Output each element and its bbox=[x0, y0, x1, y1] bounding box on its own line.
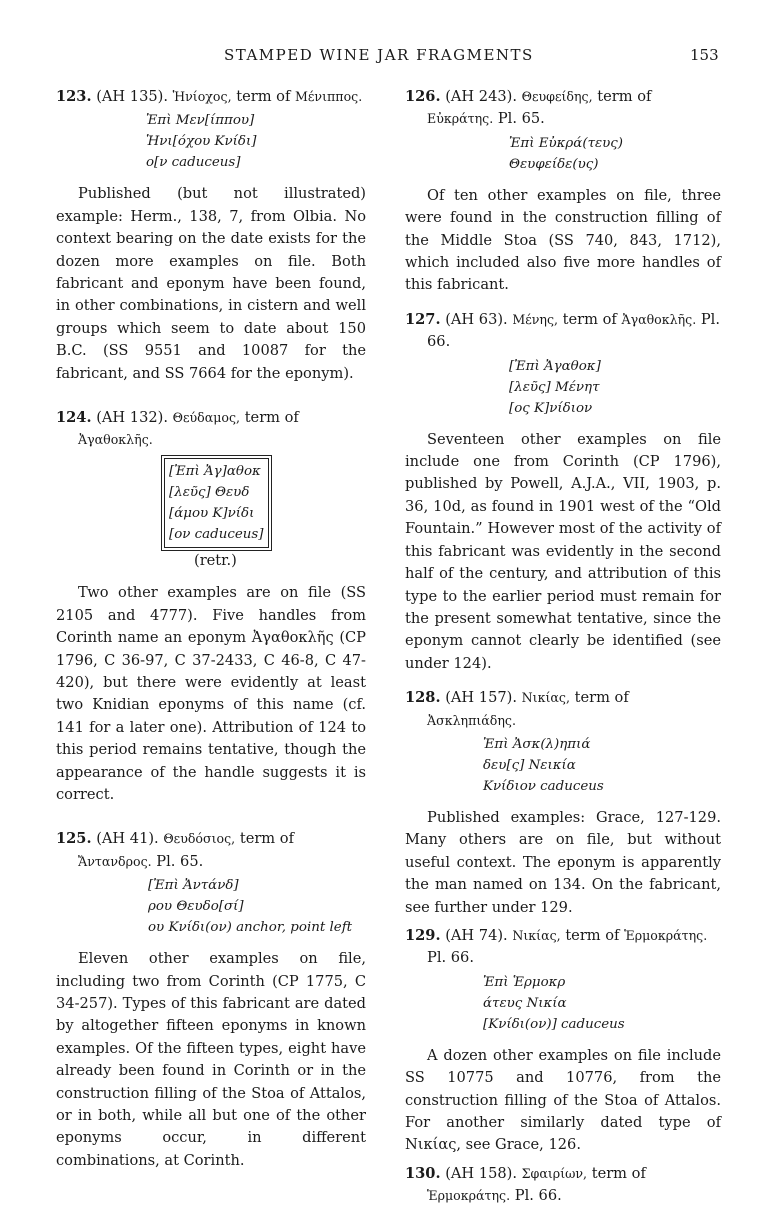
stamp-inscription bbox=[509, 133, 721, 175]
entry-heading bbox=[405, 86, 721, 131]
entry-130 bbox=[405, 1163, 721, 1208]
entry-124 bbox=[56, 407, 366, 806]
entry-heading bbox=[405, 309, 721, 354]
boxed-stamp bbox=[164, 458, 269, 548]
entry-heading bbox=[56, 86, 366, 108]
retrograde-note: (retr.) bbox=[194, 551, 237, 569]
term-label: term of bbox=[239, 830, 294, 848]
entry-number: 130. bbox=[405, 1164, 441, 1182]
entry-ref: (AH 74). bbox=[445, 926, 508, 944]
entry-126 bbox=[405, 86, 721, 297]
term-label: term of bbox=[597, 88, 652, 105]
entry-ref: (AH 63). bbox=[445, 310, 508, 328]
stamp-line: Θευφείδε(υς) bbox=[509, 156, 599, 172]
entry-text: Of ten other examples on file, three were found in the construction filling of the Middle Stoa (SS 740, 843, 1712), which included also five more handles of this fabricant. bbox=[405, 186, 721, 294]
fabricant-name: Ἡνίοχος, bbox=[172, 89, 232, 104]
fabricant-name: Νικίας, bbox=[512, 927, 561, 943]
eponym-name: Ἑρμοκράτης. bbox=[624, 927, 708, 943]
entry-heading bbox=[405, 925, 721, 970]
right-column bbox=[405, 86, 721, 1208]
entry-ref: (AH 132). bbox=[96, 409, 168, 427]
entry-number: 126. bbox=[405, 88, 441, 105]
stamp-line: [Ἐπὶ Ἀντάνδ] bbox=[148, 878, 239, 894]
stamp-line: [λεῦς] Μένητ bbox=[509, 379, 600, 395]
plate-ref: Pl. 66. bbox=[427, 310, 720, 351]
stamp-line: [άμου Κ]νίδι bbox=[169, 505, 255, 521]
entry-ref: (AH 157). bbox=[445, 689, 517, 707]
stamp-line: άτευς Νικία bbox=[483, 995, 567, 1011]
stamp-line: [Ἐπὶ Ἀγαθοκ] bbox=[509, 358, 601, 374]
stamp-inscription bbox=[483, 734, 721, 797]
term-label: term of bbox=[591, 1164, 646, 1182]
stamp-inscription bbox=[148, 875, 366, 938]
entry-number: 123. bbox=[56, 88, 92, 105]
entry-123 bbox=[56, 86, 366, 385]
stamp-inscription bbox=[509, 356, 721, 419]
entry-text: Eleven other examples on file, including two from Corinth (CP 1775, C 34-257). Types of this fabricant are dated by altogether fifteen eponyms in known examples. Of the fifteen types, eight have already been found in Corinth or in the construction filling of the Stoa of Attalos, or in both, while all but one of the other eponyms occur, in different combinations, at Corinth. bbox=[56, 950, 366, 1169]
entry-heading bbox=[56, 828, 366, 873]
stamp-line: Ἐπὶ Ἑρμοκρ bbox=[483, 974, 566, 990]
running-head: STAMPED WINE JAR FRAGMENTS bbox=[224, 46, 534, 64]
fabricant-name: Θευδόσιος, bbox=[163, 831, 236, 847]
eponym-name: Ἀσκληπιάδης. bbox=[427, 712, 516, 728]
entry-text: Seventeen other examples on file include one from Corinth (CP 1796), published by Powell, A.J.A., VII, 1903, p. 36, 10d, as found in 1901 west of the “Old Fountain.” However most of the activity of this fabricant was evidently in the second half of the century, and attribution of this type to the earlier period must remain for the present somewhat tentative, since the eponym cannot clearly be identified (see under 124). bbox=[405, 430, 721, 672]
page-number: 153 bbox=[690, 46, 719, 64]
entry-number: 128. bbox=[405, 689, 441, 707]
entry-ref: (AH 41). bbox=[96, 830, 159, 848]
entry-ref: (AH 243). bbox=[445, 88, 517, 105]
entry-ref: (AH 135). bbox=[96, 88, 168, 105]
stamp-inscription bbox=[146, 110, 366, 173]
entry-text: Published examples: Grace, 127-129. Many others are on file, but without useful context. The eponym is apparently the man named on 134. On the fabricant, see further under 129. bbox=[405, 808, 721, 916]
entry-128 bbox=[405, 687, 721, 919]
left-column bbox=[56, 86, 366, 1172]
entry-127 bbox=[405, 309, 721, 675]
plate-ref: Pl. 66. bbox=[514, 1187, 562, 1205]
entry-heading bbox=[405, 687, 721, 732]
stamp-line: Ἐπὶ Εὐκρά(τευς) bbox=[509, 135, 624, 151]
plate-ref: Pl. 65. bbox=[497, 110, 545, 128]
stamp-line: Ἐπὶ Ἀσκ(λ)ηπιά bbox=[483, 736, 591, 752]
stamp-line: [ον caduceus] bbox=[169, 526, 264, 542]
fabricant-name: Θευφείδης, bbox=[521, 89, 593, 104]
entry-heading bbox=[56, 407, 366, 452]
term-label: term of bbox=[565, 926, 620, 944]
eponym-name: Ἑρμοκράτης. bbox=[427, 1188, 511, 1204]
entry-number: 129. bbox=[405, 926, 441, 944]
term-label: term of bbox=[574, 689, 629, 707]
entry-number: 124. bbox=[56, 409, 92, 427]
term-label: term of bbox=[244, 409, 299, 427]
stamp-line: ου Κνίδι(ον) anchor, point left bbox=[148, 920, 353, 936]
stamp-line: [λεῦς] Θευδ bbox=[169, 484, 250, 500]
plate-ref: Pl. 65. bbox=[156, 852, 204, 870]
entry-ref: (AH 158). bbox=[445, 1164, 517, 1182]
entry-heading bbox=[405, 1163, 721, 1208]
entry-number: 127. bbox=[405, 310, 441, 328]
stamp-line: ο[ν caduceus] bbox=[146, 155, 241, 171]
fabricant-name: Νικίας, bbox=[521, 690, 570, 706]
stamp-line: [ος Κ]νίδιον bbox=[509, 400, 593, 416]
stamp-line: Ἡνι[όχου Κνίδι] bbox=[146, 134, 257, 150]
term-label: term of bbox=[236, 88, 291, 105]
stamp-inscription bbox=[483, 972, 721, 1035]
eponym-name: Μένιππος. bbox=[295, 89, 363, 104]
eponym-name: Ἀγαθοκλῆς. bbox=[78, 432, 153, 448]
term-label: term of bbox=[562, 310, 617, 328]
fabricant-name: Μένης, bbox=[512, 311, 559, 327]
stamp-line: ρου Θευδο[σί] bbox=[148, 899, 244, 915]
stamp-line: Κνίδιον caduceus bbox=[483, 778, 604, 794]
stamp-line: Ἐπὶ Μεν[ίππου] bbox=[146, 113, 255, 129]
fabricant-name: Θεύδαμος, bbox=[172, 410, 241, 426]
plate-ref: Pl. 66. bbox=[427, 949, 474, 967]
entry-text: Published (but not illustrated) example: Herm., 138, 7, from Olbia. No context bearing on the date exists for the dozen more examples on file. Both fabricant and eponym have been found, in other combinations, in cistern and well groups which seem to date about 150 B.C. (SS 9551 and 10087 for the fabricant, and SS 7664 for the eponym). bbox=[56, 185, 366, 382]
eponym-name: Ἄντανδρος. bbox=[78, 853, 152, 869]
entry-text: Two other examples are on file (SS 2105 and 4777). Five handles from Corinth name an eponym Ἀγαθοκλῆς (CP 1796, C 36-97, C 37-2433, C 46-8, C 47-420), but there were evidently at least two Knidian eponyms of this name (cf. 141 for a later one). Attribution of 124 to this period remains tentative, though the appearance of the handle suggests it is correct. bbox=[56, 584, 366, 803]
entry-text: A dozen other examples on file include SS 10775 and 10776, from the construction filling of the Stoa of Attalos. For another similarly dated type of Νικίας, see Grace, 126. bbox=[405, 1046, 721, 1154]
stamp-line: δευ[ς] Νεικία bbox=[483, 757, 576, 773]
entry-number: 125. bbox=[56, 830, 92, 848]
stamp-line: [Ἐπὶ Ἀγ]αθοκ bbox=[169, 463, 261, 479]
stamp-line: [Κνίδι(ον)] caduceus bbox=[483, 1016, 625, 1032]
eponym-name: Ἀγαθοκλῆς. bbox=[621, 311, 697, 327]
eponym-name: Εὐκράτης. bbox=[427, 111, 494, 127]
entry-129 bbox=[405, 925, 721, 1157]
entry-125 bbox=[56, 828, 366, 1172]
fabricant-name: Σφαιρίων, bbox=[521, 1165, 588, 1181]
